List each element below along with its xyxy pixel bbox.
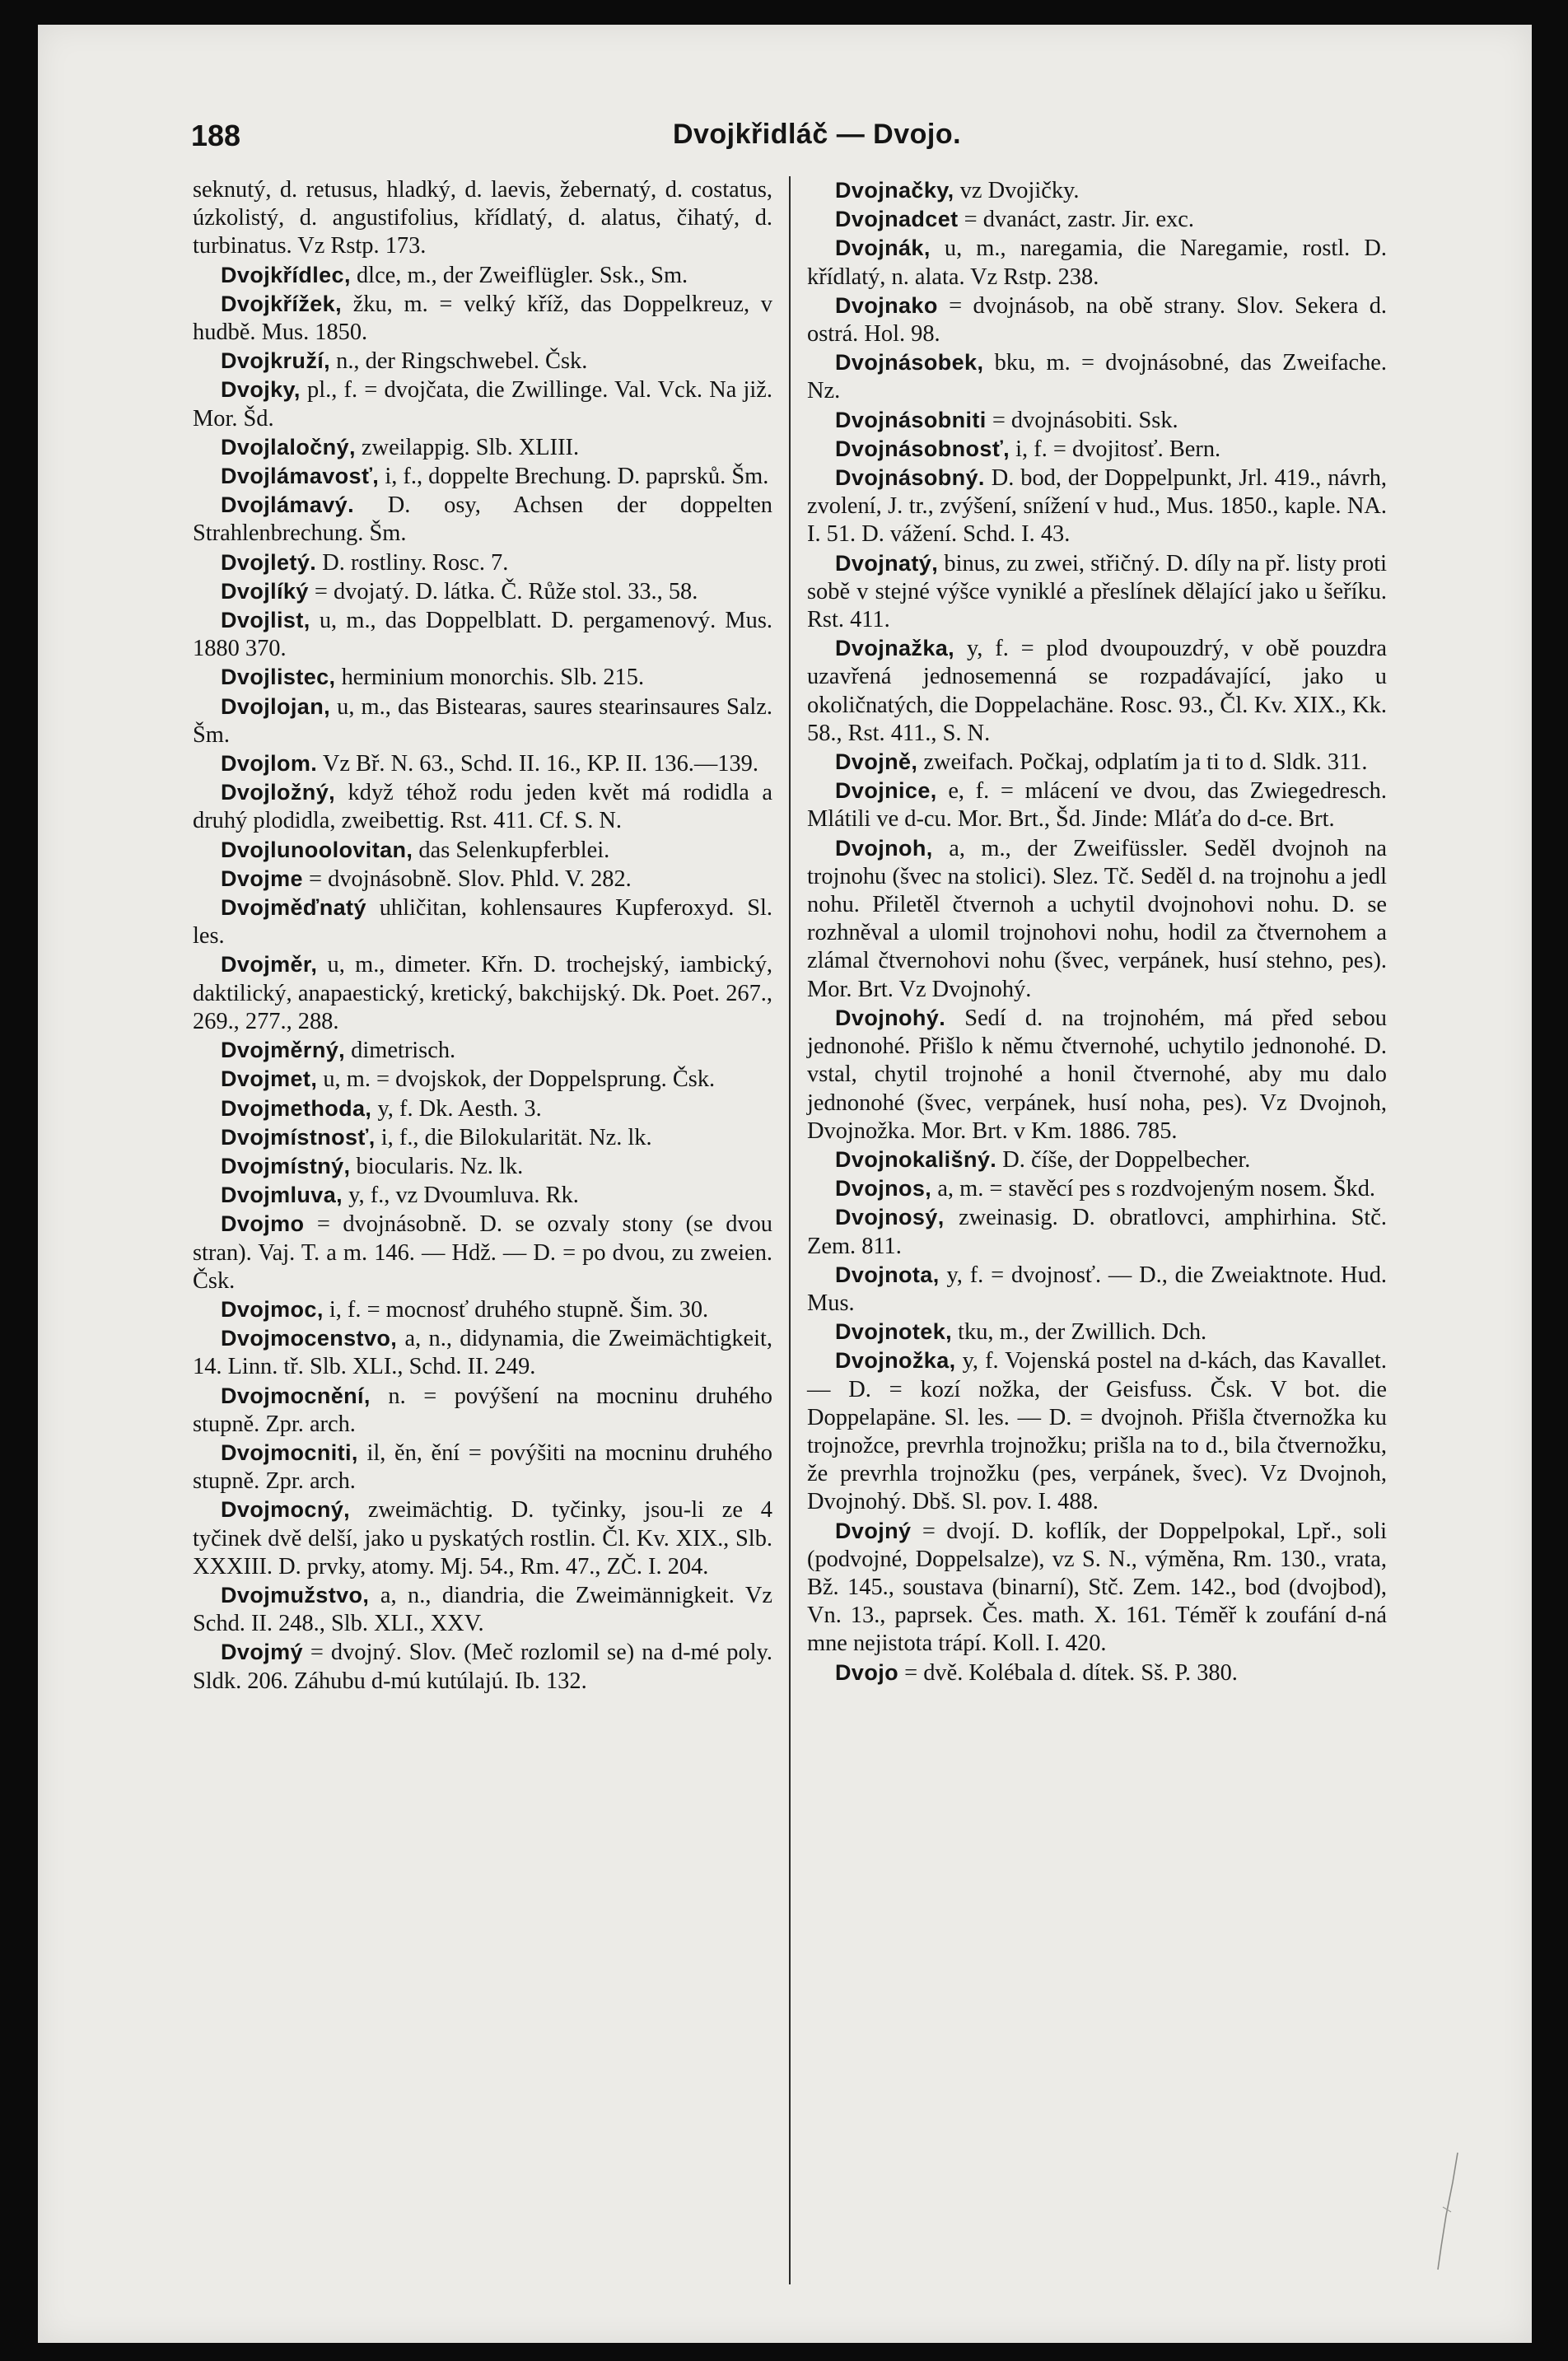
dictionary-entry bbox=[807, 234, 1387, 291]
entry-text: = dvojnásobně. D. se ozvaly stony (se dvou stran). Vaj. T. a m. 146. — Hdž. — D. = po dvou, zu zweien. Čsk. bbox=[193, 1211, 772, 1294]
dictionary-entry bbox=[807, 1261, 1387, 1318]
entry-text: D. bod, der Doppelpunkt, Jrl. 419., návrh, zvolení, J. tr., zvýšení, snížení v hud., Mus. 1850., kaple. NA. I. 51. D. vážení. Schd. I. 43. bbox=[807, 465, 1387, 548]
entry-headword: Dvojmocnění, bbox=[221, 1383, 371, 1408]
entry-headword: Dvojnos, bbox=[835, 1176, 932, 1201]
entry-text: binus, zu zwei, střičný. D. díly na př. listy proti sobě v stejné výšce vyniklé a přeslínek dělající jako u šeříku. Rst. 411. bbox=[807, 550, 1387, 633]
dictionary-entry bbox=[193, 1210, 772, 1295]
page-header bbox=[191, 119, 1443, 155]
entry-headword: Dvojný bbox=[835, 1518, 912, 1543]
entry-headword: Dvojměrný, bbox=[221, 1038, 346, 1063]
entry-headword: Dvojnačky, bbox=[835, 178, 954, 203]
entry-text: y, f. = plod dvoupouzdrý, v obě pouzdra uzavřená jednosemenná se rozpadávající, jako u okoličnatých, die Doppelachäne. Rosc. 93., Čl. Kv. XIX., Kk. 58., Rst. 411., S. N. bbox=[807, 636, 1387, 746]
dictionary-entry bbox=[807, 205, 1387, 234]
entry-headword: Dvojo bbox=[835, 1659, 899, 1685]
entry-text: D. rostliny. Rosc. 7. bbox=[322, 549, 509, 576]
dictionary-entry bbox=[193, 1382, 772, 1439]
dictionary-entry bbox=[193, 548, 772, 577]
entry-headword: Dvojnadcet bbox=[835, 207, 959, 232]
entry-headword: Dvojnatý, bbox=[835, 550, 939, 576]
entry-text: D. osy, Achsen der doppelten Strahlenbrechung. Šm. bbox=[193, 492, 772, 547]
entry-text: y, f. Dk. Aesth. 3. bbox=[377, 1095, 542, 1122]
right-column bbox=[807, 176, 1387, 1687]
entry-text: zweimächtig. D. tyčinky, jsou-li ze 4 tyčinek dvě delší, jako u pyskatých rostlin. Čl. Kv. XIX., Slb. XXXIII. D. prvky, atomy. Mj. 54., Rm. 47., ZČ. I. 204. bbox=[193, 1497, 772, 1579]
entry-text: = dvě. Kolébala d. dítek. Sš. P. 380. bbox=[904, 1659, 1238, 1686]
dictionary-entry bbox=[807, 1659, 1387, 1687]
dictionary-entry bbox=[193, 1324, 772, 1381]
entry-text: n. = povýšení na mocninu druhého stupně. Zpr. arch. bbox=[193, 1383, 772, 1437]
entry-headword: Dvojkřídlec, bbox=[221, 262, 351, 287]
entry-headword: Dvojmístnosť, bbox=[221, 1124, 376, 1150]
dictionary-entry bbox=[807, 406, 1387, 435]
dictionary-entry bbox=[193, 462, 772, 491]
dictionary-entry bbox=[193, 1123, 772, 1152]
entry-text: il, ěn, ění = povýšiti na mocninu druhého stupně. Zpr. arch. bbox=[193, 1439, 772, 1495]
dictionary-entry bbox=[807, 1146, 1387, 1174]
entry-headword: Dvojlistec, bbox=[221, 665, 336, 690]
entry-text: a, n., diandria, die Zweimännigkeit. Vz Schd. II. 248., Slb. XLI., XXV. bbox=[193, 1582, 772, 1637]
dictionary-entry bbox=[193, 865, 772, 894]
dictionary-entry bbox=[807, 176, 1387, 205]
entry-text: Sedí d. na trojnohém, má před sebou jednonohé. Přišlo k němu čtvernohé, uchytilo jednonohé. D. vstal, chytil trojnohé a honil čtvernohé, aby mu dalo jednonohé (švec, verpánek, husí noha, pes). Vz Dvojnoh, Dvojnožka. Mor. Brt. v Km. 1886. 785. bbox=[807, 1005, 1387, 1144]
entry-text: = dvojí. D. koflík, der Doppelpokal, Lpř., soli (podvojné, Doppelsalze), vz S. N., výměna, Rm. 130., vrata, Bž. 145., soustava (binarní), Stč. Zem. 142., bod (dvojbod), Vn. 13., paprsek. Čes. math. X. 161. Téměř k zoufání d-ná mne nejistota trápí. Koll. I. 420. bbox=[807, 1518, 1387, 1657]
entry-headword: Dvojnotek, bbox=[835, 1319, 953, 1345]
entry-headword: Dvojmístný, bbox=[221, 1153, 351, 1178]
dictionary-entry bbox=[193, 606, 772, 663]
entry-headword: Dvojmluva, bbox=[221, 1183, 343, 1208]
dictionary-entry bbox=[193, 1439, 772, 1495]
entry-text: = dvojatý. D. látka. Č. Růže stol. 33., 58. bbox=[314, 578, 698, 604]
dictionary-entry bbox=[193, 1036, 772, 1065]
entry-text: e, f. = mlácení ve dvou, das Zwiegedresch. Mlátili ve d-cu. Mor. Brt., Šd. Jinde: Mláťa do d-ce. Brt. bbox=[807, 778, 1387, 833]
entry-headword: Dvojlom. bbox=[221, 751, 318, 777]
entry-headword: Dvojmoc, bbox=[221, 1296, 324, 1322]
entry-headword: Dvojlunoolovitan, bbox=[221, 837, 413, 862]
dictionary-entry bbox=[807, 1517, 1387, 1659]
dictionary-entry bbox=[193, 894, 772, 950]
entry-headword: Dvojme bbox=[221, 866, 303, 891]
dictionary-entry bbox=[193, 491, 772, 548]
entry-text: když téhož rodu jeden květ má rodidla a druhý plodidla, zweibettig. Rst. 411. Cf. S. N. bbox=[193, 780, 772, 834]
entry-headword: Dvojnokališný. bbox=[835, 1146, 997, 1172]
entry-text: i, f. = dvojitosť. Bern. bbox=[1015, 436, 1221, 462]
dictionary-entry bbox=[807, 464, 1387, 549]
dictionary-entry bbox=[193, 261, 772, 290]
dictionary-entry bbox=[807, 348, 1387, 405]
dictionary-entry bbox=[807, 748, 1387, 777]
entry-text: a, m. = stavěcí pes s rozdvojeným nosem. Škd. bbox=[937, 1176, 1376, 1202]
dictionary-entry bbox=[193, 376, 772, 432]
entry-headword: Dvojkřížek, bbox=[221, 291, 342, 316]
entry-headword: Dvojmethoda, bbox=[221, 1095, 372, 1121]
entry-headword: Dvojmocný, bbox=[221, 1497, 351, 1523]
entry-text: uhličitan, kohlensaures Kupferoxyd. Sl. les. bbox=[193, 895, 772, 950]
entry-headword: Dvojmocniti, bbox=[221, 1439, 358, 1465]
dictionary-entry bbox=[807, 1346, 1387, 1516]
dictionary-entry bbox=[193, 1638, 772, 1695]
entry-text: zweifach. Počkaj, odplatím ja ti to d. Sldk. 311. bbox=[923, 749, 1368, 776]
entry-headword: Dvojnako bbox=[835, 292, 938, 318]
entry-headword: Dvojně, bbox=[835, 749, 918, 775]
dictionary-entry bbox=[193, 1295, 772, 1324]
entry-text: n., der Ringschwebel. Čsk. bbox=[336, 348, 588, 375]
entry-headword: Dvojměr, bbox=[221, 952, 318, 978]
entry-text: = dvojnásobiti. Ssk. bbox=[992, 407, 1178, 433]
entry-text: žku, m. = velký kříž, das Doppelkreuz, v hudbě. Mus. 1850. bbox=[193, 291, 772, 346]
dictionary-entry bbox=[807, 834, 1387, 1004]
entry-text: i, f., die Bilokularität. Nz. lk. bbox=[380, 1124, 652, 1150]
entry-headword: Dvojlíký bbox=[221, 578, 309, 604]
entry-text: u, m., das Bistearas, saures stearinsaures Salz. Šm. bbox=[193, 693, 772, 748]
entry-headword: Dvojnásobniti bbox=[835, 407, 987, 432]
entry-headword: Dvojlaločný, bbox=[221, 434, 356, 460]
dictionary-entry bbox=[807, 1318, 1387, 1346]
entry-headword: Dvojmet, bbox=[221, 1066, 318, 1092]
entry-text: u, m., naregamia, die Naregamie, rostl. D. křídlatý, n. alata. Vz Rstp. 238. bbox=[807, 236, 1387, 290]
entry-headword: Dvojložný, bbox=[221, 780, 336, 805]
entry-headword: Dvojnásobnosť, bbox=[835, 436, 1010, 461]
entry-headword: Dvojmý bbox=[221, 1640, 303, 1665]
entry-text: u, m., dimeter. Křn. D. trochejský, iambický, daktilický, anapaestický, kretický, bakchijský. Dk. Poet. 267., 269., 277., 288. bbox=[193, 952, 772, 1034]
dictionary-entry bbox=[193, 950, 772, 1036]
entry-text: = dvojnásob, na obě strany. Slov. Sekera d. ostrá. Hol. 98. bbox=[807, 292, 1387, 348]
entry-text: y, f. Vojenská postel na d-kách, das Kavallet. — D. = kozí nožka, der Geisfuss. Čsk. V bot. die Doppelapäne. Sl. les. — D. = dvojnoh. Přišla čtvernožka ku trojnožce, prevrhla trojnožku; prišla na to d., bila čtvernožku, že prevrhla trojnožku (pes, verpánek, švec). Vz Dvojnoh, Dvojnohý. Dbš. Sl. pov. I. 488. bbox=[807, 1348, 1387, 1515]
dictionary-entry bbox=[193, 1581, 772, 1638]
entry-headword: Dvojnák, bbox=[835, 236, 931, 261]
entry-headword: Dvojlojan, bbox=[221, 693, 331, 719]
dictionary-entry bbox=[193, 663, 772, 692]
entry-headword: Dvojnoh, bbox=[835, 835, 933, 861]
dictionary-entry bbox=[193, 693, 772, 749]
dictionary-entry bbox=[193, 176, 772, 261]
entry-text: y, f., vz Dvoumluva. Rk. bbox=[348, 1183, 579, 1209]
entry-headword: Dvojnohý. bbox=[835, 1005, 946, 1030]
dictionary-entry bbox=[193, 347, 772, 376]
entry-text: das Selenkupferblei. bbox=[418, 837, 610, 863]
entry-text: dimetrisch. bbox=[351, 1038, 456, 1064]
entry-headword: Dvojletý. bbox=[221, 549, 317, 575]
entry-text: a, n., didynamia, die Zweimächtigkeit, 14. Linn. tř. Slb. XLI., Schd. II. 249. bbox=[193, 1326, 772, 1380]
dictionary-entry bbox=[193, 1495, 772, 1581]
entry-text: = dvojnásobně. Slov. Phld. V. 282. bbox=[309, 866, 632, 892]
entry-headword: Dvojkruží, bbox=[221, 348, 331, 374]
entry-headword: Dvojnažka, bbox=[835, 636, 955, 661]
entry-headword: Dvojnosý, bbox=[835, 1205, 945, 1230]
entry-text: = dvanáct, zastr. Jir. exc. bbox=[964, 207, 1194, 233]
dictionary-entry bbox=[807, 1174, 1387, 1203]
entry-headword: Dvojnožka, bbox=[835, 1348, 956, 1374]
dictionary-entry bbox=[193, 778, 772, 835]
entry-text: u, m., das Doppelblatt. D. pergamenový. Mus. 1880 370. bbox=[193, 608, 772, 662]
entry-headword: Dvojměďnatý bbox=[221, 895, 366, 921]
dictionary-entry bbox=[193, 749, 772, 778]
entry-text: = dvojný. Slov. (Meč rozlomil se) na d-mé poly. Sldk. 206. Záhubu d-mú kutúlajú. Ib. 132. bbox=[193, 1640, 772, 1694]
entry-headword: Dvojmo bbox=[221, 1211, 305, 1237]
entry-headword: Dvojmužstvo, bbox=[221, 1582, 370, 1607]
dictionary-entry bbox=[807, 435, 1387, 464]
entry-text: seknutý, d. retusus, hladký, d. laevis, žebernatý, d. costatus, úzkolistý, d. angustifolius, křídlatý, d. alatus, čihatý, d. turbinatus. Vz Rstp. 173. bbox=[193, 177, 772, 259]
entry-text: zweilappig. Slb. XLIII. bbox=[361, 434, 580, 460]
dictionary-entry bbox=[807, 1004, 1387, 1146]
page-number: 188 bbox=[191, 119, 241, 152]
dictionary-entry bbox=[807, 292, 1387, 348]
entry-text: u, m. = dvojskok, der Doppelsprung. Čsk. bbox=[323, 1066, 716, 1093]
dictionary-entry bbox=[193, 433, 772, 462]
entry-text: i, f. = mocnosť druhého stupně. Šim. 30. bbox=[329, 1296, 709, 1323]
entry-text: pl., f. = dvojčata, die Zwillinge. Val. Vck. Na již. Mor. Šd. bbox=[193, 377, 772, 432]
entry-headword: Dvojnota, bbox=[835, 1262, 940, 1287]
dictionary-entry bbox=[193, 290, 772, 347]
entry-headword: Dvojlámavosť, bbox=[221, 464, 380, 489]
entry-text: a, m., der Zweifüssler. Seděl dvojnoh na trojnohu (švec na stolici). Slez. Tč. Seděl d. na trojnohu a jedl nohu. Přiletěl čtvernoh a uchytil dvojnohovi nohu. D. se rozhněval a ulomil trojnohovi nohu, hodil za čtvernohem a zlámal čtvernohovi nohu (švec, verpánek, husí stehno, pes). Mor. Brt. Vz Dvojnohý. bbox=[807, 835, 1387, 1002]
entry-text: dlce, m., der Zweiflügler. Ssk., Sm. bbox=[356, 262, 688, 288]
entry-text: D. číše, der Doppelbecher. bbox=[1002, 1146, 1251, 1173]
entry-text: herminium monorchis. Slb. 215. bbox=[341, 665, 645, 691]
dictionary-entry bbox=[193, 1152, 772, 1181]
dictionary-entry bbox=[193, 577, 772, 606]
entry-headword: Dvojlist, bbox=[221, 608, 310, 633]
dictionary-entry bbox=[193, 1181, 772, 1210]
entry-headword: Dvojky, bbox=[221, 377, 301, 403]
entry-text: Vz Bř. N. 63., Schd. II. 16., KP. II. 136.—139. bbox=[322, 751, 758, 777]
entry-headword: Dvojnice, bbox=[835, 778, 937, 804]
entry-headword: Dvojmocenstvo, bbox=[221, 1326, 398, 1351]
entry-text: zweinasig. D. obratlovci, amphirhina. Stč. Zem. 811. bbox=[807, 1205, 1387, 1259]
left-column bbox=[193, 176, 772, 1696]
dictionary-entry bbox=[193, 1094, 772, 1123]
entry-headword: Dvojnásobný. bbox=[835, 465, 985, 491]
entry-text: bku, m. = dvojnásobné, das Zweifache. Nz. bbox=[807, 350, 1387, 404]
dictionary-entry bbox=[193, 836, 772, 865]
pencil-mark bbox=[1435, 2149, 1468, 2273]
entry-headword: Dvojnásobek, bbox=[835, 350, 984, 376]
column-divider bbox=[789, 176, 791, 2284]
entry-text: i, f., doppelte Brechung. D. paprsků. Šm. bbox=[385, 464, 769, 490]
dictionary-entry bbox=[807, 1203, 1387, 1260]
running-head: Dvojkřidláč — Dvojo. bbox=[672, 119, 962, 150]
entry-text: y, f. = dvojnosť. — D., die Zweiaktnote. Hud. Mus. bbox=[807, 1262, 1387, 1316]
dictionary-entry bbox=[193, 1065, 772, 1094]
entry-text: tku, m., der Zwillich. Dch. bbox=[958, 1319, 1207, 1346]
dictionary-entry bbox=[807, 549, 1387, 635]
entry-text: vz Dvojičky. bbox=[959, 178, 1080, 203]
dictionary-entry bbox=[807, 777, 1387, 833]
entry-text: biocularis. Nz. lk. bbox=[356, 1153, 524, 1179]
dictionary-entry bbox=[807, 634, 1387, 748]
entry-headword: Dvojlámavý. bbox=[221, 492, 354, 518]
